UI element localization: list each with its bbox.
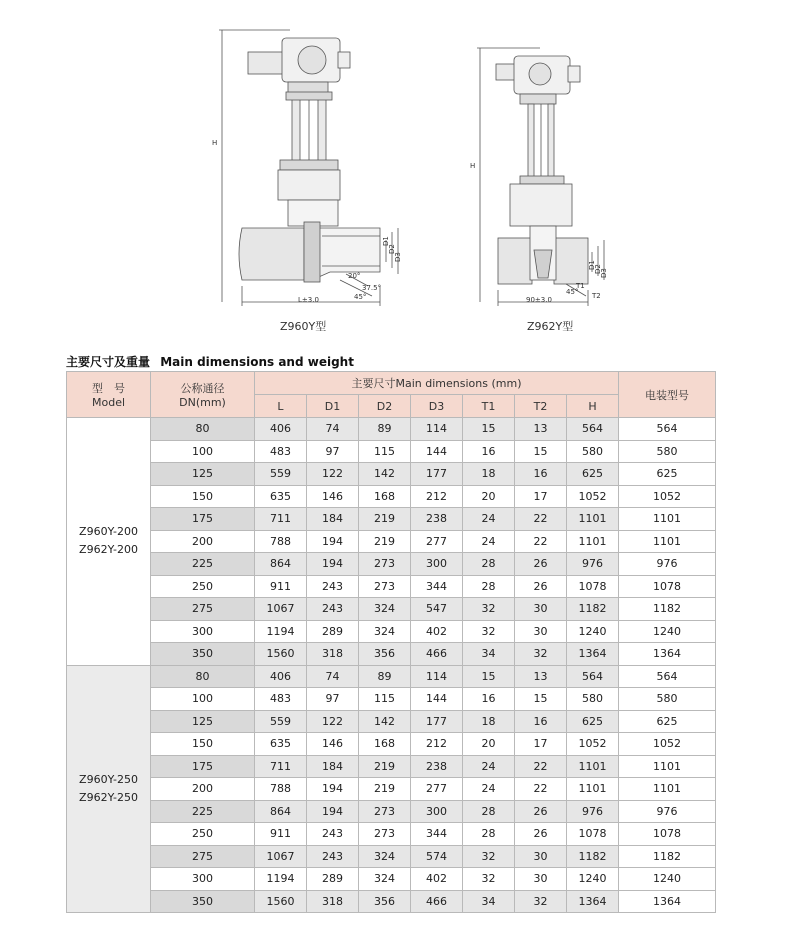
dim-cell: 1101 xyxy=(567,778,619,801)
dim-cell: 238 xyxy=(411,508,463,531)
left-h-label: H xyxy=(212,139,218,147)
dim-cell: 168 xyxy=(359,733,411,756)
dim-cell: 74 xyxy=(307,418,359,441)
dim-cell: 356 xyxy=(359,890,411,913)
table-row xyxy=(67,620,716,643)
dn-cell: 80 xyxy=(151,665,255,688)
dim-cell: 144 xyxy=(411,688,463,711)
dim-cell: 318 xyxy=(307,890,359,913)
dim-cell: 324 xyxy=(359,598,411,621)
dim-cell: 34 xyxy=(463,890,515,913)
dim-cell: 146 xyxy=(307,485,359,508)
table-row xyxy=(67,823,716,846)
dim-cell: 711 xyxy=(255,755,307,778)
dim-cell: 212 xyxy=(411,733,463,756)
dim-cell: 30 xyxy=(515,620,567,643)
table-row xyxy=(67,530,716,553)
dim-cell: 26 xyxy=(515,575,567,598)
table-row xyxy=(67,575,716,598)
dim-cell: 911 xyxy=(255,575,307,598)
dim-cell: 24 xyxy=(463,530,515,553)
dim-cell: 911 xyxy=(255,823,307,846)
dim-cell: 26 xyxy=(515,823,567,846)
dim-cell: 243 xyxy=(307,845,359,868)
dim-cell: 142 xyxy=(359,463,411,486)
dim-cell: 24 xyxy=(463,755,515,778)
dim-cell: 238 xyxy=(411,755,463,778)
dim-cell: 32 xyxy=(463,845,515,868)
actuator-cell: 976 xyxy=(619,553,716,576)
dim-cell: 24 xyxy=(463,778,515,801)
right-d1-label: D1 xyxy=(588,260,596,270)
table-row xyxy=(67,868,716,891)
actuator-cell: 1182 xyxy=(619,598,716,621)
actuator-cell: 1052 xyxy=(619,733,716,756)
dim-cell: 114 xyxy=(411,665,463,688)
dim-cell: 1067 xyxy=(255,598,307,621)
dim-cell: 142 xyxy=(359,710,411,733)
dim-cell: 344 xyxy=(411,823,463,846)
dn-cell: 100 xyxy=(151,688,255,711)
dim-cell: 324 xyxy=(359,845,411,868)
table-row xyxy=(67,553,716,576)
dim-cell: 1560 xyxy=(255,643,307,666)
dim-cell: 168 xyxy=(359,485,411,508)
header-col-t2: T2 xyxy=(515,395,567,418)
actuator-cell: 1101 xyxy=(619,508,716,531)
z960y-drawing xyxy=(219,30,398,306)
dim-cell: 1364 xyxy=(567,643,619,666)
dim-cell: 32 xyxy=(463,598,515,621)
dim-cell: 26 xyxy=(515,800,567,823)
actuator-cell: 1052 xyxy=(619,485,716,508)
dim-cell: 17 xyxy=(515,733,567,756)
dim-cell: 788 xyxy=(255,530,307,553)
dim-cell: 1194 xyxy=(255,620,307,643)
dim-cell: 356 xyxy=(359,643,411,666)
table-row xyxy=(67,890,716,913)
dn-cell: 250 xyxy=(151,823,255,846)
dim-cell: 402 xyxy=(411,620,463,643)
table-row xyxy=(67,643,716,666)
dim-cell: 184 xyxy=(307,508,359,531)
dim-cell: 580 xyxy=(567,440,619,463)
dn-cell: 175 xyxy=(151,508,255,531)
dim-cell: 1101 xyxy=(567,508,619,531)
header-col-l: L xyxy=(255,395,307,418)
table-header xyxy=(67,372,716,418)
dim-cell: 30 xyxy=(515,868,567,891)
table-row xyxy=(67,508,716,531)
actuator-cell: 1182 xyxy=(619,845,716,868)
dim-cell: 289 xyxy=(307,868,359,891)
dim-cell: 273 xyxy=(359,575,411,598)
actuator-cell: 564 xyxy=(619,418,716,441)
dim-cell: 13 xyxy=(515,665,567,688)
dim-cell: 115 xyxy=(359,440,411,463)
dn-cell: 125 xyxy=(151,710,255,733)
dim-cell: 16 xyxy=(463,688,515,711)
dim-cell: 219 xyxy=(359,530,411,553)
dim-cell: 864 xyxy=(255,800,307,823)
dim-cell: 711 xyxy=(255,508,307,531)
dim-cell: 89 xyxy=(359,665,411,688)
model-line-1: Z960Y-250 xyxy=(79,772,138,786)
right-h-label: H xyxy=(470,162,476,170)
left-d2-label: D2 xyxy=(388,244,396,254)
actuator-cell: 1240 xyxy=(619,620,716,643)
dn-cell: 350 xyxy=(151,890,255,913)
dim-cell: 97 xyxy=(307,440,359,463)
dim-cell: 277 xyxy=(411,530,463,553)
dim-cell: 20 xyxy=(463,485,515,508)
dim-cell: 243 xyxy=(307,823,359,846)
model-line-2: Z962Y-200 xyxy=(79,543,138,557)
dim-cell: 122 xyxy=(307,463,359,486)
model-cell xyxy=(67,665,151,913)
dim-cell: 22 xyxy=(515,530,567,553)
dim-cell: 564 xyxy=(567,665,619,688)
table-body xyxy=(67,418,716,913)
header-col-d1: D1 xyxy=(307,395,359,418)
dim-cell: 1101 xyxy=(567,755,619,778)
dim-cell: 177 xyxy=(411,710,463,733)
actuator-cell: 564 xyxy=(619,665,716,688)
dim-cell: 483 xyxy=(255,688,307,711)
actuator-cell: 1078 xyxy=(619,575,716,598)
dim-cell: 28 xyxy=(463,800,515,823)
left-angle-45: 45° xyxy=(354,293,367,301)
section-title-en: Main dimensions and weight xyxy=(160,355,354,369)
dim-cell: 406 xyxy=(255,418,307,441)
dim-cell: 625 xyxy=(567,463,619,486)
table-row xyxy=(67,598,716,621)
dim-cell: 547 xyxy=(411,598,463,621)
z960y-caption: Z960Y型 xyxy=(280,320,327,333)
actuator-cell: 580 xyxy=(619,440,716,463)
dn-cell: 100 xyxy=(151,440,255,463)
dim-cell: 32 xyxy=(515,890,567,913)
dim-cell: 32 xyxy=(463,868,515,891)
table-row xyxy=(67,778,716,801)
header-dn-en: DN(mm) xyxy=(179,396,226,409)
dim-cell: 1364 xyxy=(567,890,619,913)
dim-cell: 15 xyxy=(463,665,515,688)
dim-cell: 625 xyxy=(567,710,619,733)
dim-cell: 976 xyxy=(567,800,619,823)
table-row xyxy=(67,710,716,733)
table-row xyxy=(67,485,716,508)
left-l-label: L±3.0 xyxy=(298,296,319,304)
header-dn xyxy=(151,372,255,418)
dim-cell: 300 xyxy=(411,800,463,823)
dim-cell: 30 xyxy=(515,845,567,868)
dim-cell: 28 xyxy=(463,823,515,846)
dim-cell: 16 xyxy=(463,440,515,463)
dim-cell: 1194 xyxy=(255,868,307,891)
dn-cell: 350 xyxy=(151,643,255,666)
dim-cell: 324 xyxy=(359,868,411,891)
section-title-cn: 主要尺寸及重量 xyxy=(66,355,151,369)
dim-cell: 402 xyxy=(411,868,463,891)
dim-cell: 483 xyxy=(255,440,307,463)
table-row xyxy=(67,688,716,711)
header-model-en: Model xyxy=(91,396,126,409)
right-d3-label: D3 xyxy=(600,268,608,278)
dim-cell: 1052 xyxy=(567,485,619,508)
dim-cell: 1078 xyxy=(567,575,619,598)
dim-cell: 184 xyxy=(307,755,359,778)
dn-cell: 200 xyxy=(151,530,255,553)
dn-cell: 150 xyxy=(151,485,255,508)
dim-cell: 243 xyxy=(307,598,359,621)
dim-cell: 1240 xyxy=(567,620,619,643)
dim-cell: 15 xyxy=(463,418,515,441)
table-row xyxy=(67,665,716,688)
dim-cell: 22 xyxy=(515,755,567,778)
actuator-cell: 625 xyxy=(619,710,716,733)
dim-cell: 13 xyxy=(515,418,567,441)
dim-cell: 28 xyxy=(463,553,515,576)
dim-cell: 194 xyxy=(307,778,359,801)
dim-cell: 26 xyxy=(515,553,567,576)
z962y-caption: Z962Y型 xyxy=(527,320,574,333)
header-col-d2: D2 xyxy=(359,395,411,418)
actuator-cell: 1101 xyxy=(619,778,716,801)
dim-cell: 16 xyxy=(515,710,567,733)
actuator-cell: 1240 xyxy=(619,868,716,891)
dim-cell: 1078 xyxy=(567,823,619,846)
dim-cell: 34 xyxy=(463,643,515,666)
dim-cell: 635 xyxy=(255,485,307,508)
dn-cell: 250 xyxy=(151,575,255,598)
actuator-cell: 625 xyxy=(619,463,716,486)
dn-cell: 225 xyxy=(151,553,255,576)
dim-cell: 564 xyxy=(567,418,619,441)
dn-cell: 150 xyxy=(151,733,255,756)
table-row xyxy=(67,440,716,463)
dim-cell: 24 xyxy=(463,508,515,531)
dim-cell: 559 xyxy=(255,710,307,733)
dn-cell: 275 xyxy=(151,845,255,868)
table-row xyxy=(67,800,716,823)
dim-cell: 32 xyxy=(463,620,515,643)
actuator-cell: 1078 xyxy=(619,823,716,846)
dim-cell: 28 xyxy=(463,575,515,598)
right-t2-label: T2 xyxy=(592,292,601,300)
dim-cell: 580 xyxy=(567,688,619,711)
table-row xyxy=(67,463,716,486)
actuator-cell: 976 xyxy=(619,800,716,823)
actuator-cell: 1364 xyxy=(619,890,716,913)
dim-cell: 1240 xyxy=(567,868,619,891)
actuator-cell: 1101 xyxy=(619,755,716,778)
left-angle-37: 37.5° xyxy=(362,284,382,292)
dim-cell: 89 xyxy=(359,418,411,441)
dim-cell: 194 xyxy=(307,530,359,553)
dn-cell: 125 xyxy=(151,463,255,486)
dim-cell: 1560 xyxy=(255,890,307,913)
dim-cell: 289 xyxy=(307,620,359,643)
dim-cell: 1101 xyxy=(567,530,619,553)
right-l-label: 90±3.0 xyxy=(526,296,552,304)
dn-cell: 200 xyxy=(151,778,255,801)
dim-cell: 300 xyxy=(411,553,463,576)
actuator-cell: 580 xyxy=(619,688,716,711)
dim-cell: 318 xyxy=(307,643,359,666)
dim-cell: 1182 xyxy=(567,598,619,621)
dim-cell: 277 xyxy=(411,778,463,801)
dn-cell: 175 xyxy=(151,755,255,778)
dim-cell: 466 xyxy=(411,643,463,666)
dim-cell: 1052 xyxy=(567,733,619,756)
dim-cell: 15 xyxy=(515,688,567,711)
dim-cell: 114 xyxy=(411,418,463,441)
dim-cell: 243 xyxy=(307,575,359,598)
dim-cell: 273 xyxy=(359,823,411,846)
right-t1-label: T1 xyxy=(576,282,585,290)
left-angle-20: 20° xyxy=(348,272,361,280)
dim-cell: 466 xyxy=(411,890,463,913)
table-row xyxy=(67,845,716,868)
model-line-2: Z962Y-250 xyxy=(79,790,138,804)
dim-cell: 144 xyxy=(411,440,463,463)
dim-cell: 115 xyxy=(359,688,411,711)
dim-cell: 273 xyxy=(359,553,411,576)
dim-cell: 16 xyxy=(515,463,567,486)
dn-cell: 80 xyxy=(151,418,255,441)
dn-cell: 300 xyxy=(151,620,255,643)
section-title xyxy=(66,353,354,370)
dim-cell: 273 xyxy=(359,800,411,823)
left-d3-label: D3 xyxy=(394,252,402,262)
dim-cell: 194 xyxy=(307,800,359,823)
header-model-cn: 型 号 xyxy=(92,382,125,395)
dim-cell: 146 xyxy=(307,733,359,756)
dim-cell: 22 xyxy=(515,508,567,531)
dim-cell: 18 xyxy=(463,463,515,486)
dim-cell: 574 xyxy=(411,845,463,868)
dim-cell: 177 xyxy=(411,463,463,486)
header-main-dims: 主要尺寸Main dimensions (mm) xyxy=(255,372,619,395)
dim-cell: 18 xyxy=(463,710,515,733)
dn-cell: 275 xyxy=(151,598,255,621)
dimensions-table xyxy=(66,371,716,913)
dim-cell: 559 xyxy=(255,463,307,486)
dim-cell: 32 xyxy=(515,643,567,666)
dim-cell: 1182 xyxy=(567,845,619,868)
dim-cell: 324 xyxy=(359,620,411,643)
table-row xyxy=(67,733,716,756)
model-line-1: Z960Y-200 xyxy=(79,525,138,539)
header-col-d3: D3 xyxy=(411,395,463,418)
actuator-cell: 1364 xyxy=(619,643,716,666)
dim-cell: 97 xyxy=(307,688,359,711)
header-col-t1: T1 xyxy=(463,395,515,418)
dim-cell: 194 xyxy=(307,553,359,576)
dim-cell: 864 xyxy=(255,553,307,576)
header-dn-cn: 公称通径 xyxy=(180,382,225,395)
dim-cell: 17 xyxy=(515,485,567,508)
dim-cell: 1067 xyxy=(255,845,307,868)
dim-cell: 22 xyxy=(515,778,567,801)
model-cell xyxy=(67,418,151,666)
dim-cell: 74 xyxy=(307,665,359,688)
dn-cell: 300 xyxy=(151,868,255,891)
valve-drawings xyxy=(0,0,790,340)
dim-cell: 406 xyxy=(255,665,307,688)
left-d1-label: D1 xyxy=(382,236,390,246)
dim-cell: 635 xyxy=(255,733,307,756)
right-angle-45: 45° xyxy=(566,288,579,296)
dn-cell: 225 xyxy=(151,800,255,823)
dim-cell: 15 xyxy=(515,440,567,463)
table-row xyxy=(67,755,716,778)
dim-cell: 788 xyxy=(255,778,307,801)
table-row xyxy=(67,418,716,441)
dim-cell: 976 xyxy=(567,553,619,576)
header-model xyxy=(67,372,151,418)
dim-cell: 212 xyxy=(411,485,463,508)
z962y-drawing xyxy=(477,48,604,306)
dim-cell: 30 xyxy=(515,598,567,621)
dim-cell: 219 xyxy=(359,508,411,531)
right-d2-label: D2 xyxy=(594,264,602,274)
actuator-cell: 1101 xyxy=(619,530,716,553)
dim-cell: 344 xyxy=(411,575,463,598)
dim-cell: 20 xyxy=(463,733,515,756)
dim-cell: 122 xyxy=(307,710,359,733)
dim-cell: 219 xyxy=(359,755,411,778)
header-actuator: 电装型号 xyxy=(619,372,716,418)
header-col-h: H xyxy=(567,395,619,418)
dim-cell: 219 xyxy=(359,778,411,801)
